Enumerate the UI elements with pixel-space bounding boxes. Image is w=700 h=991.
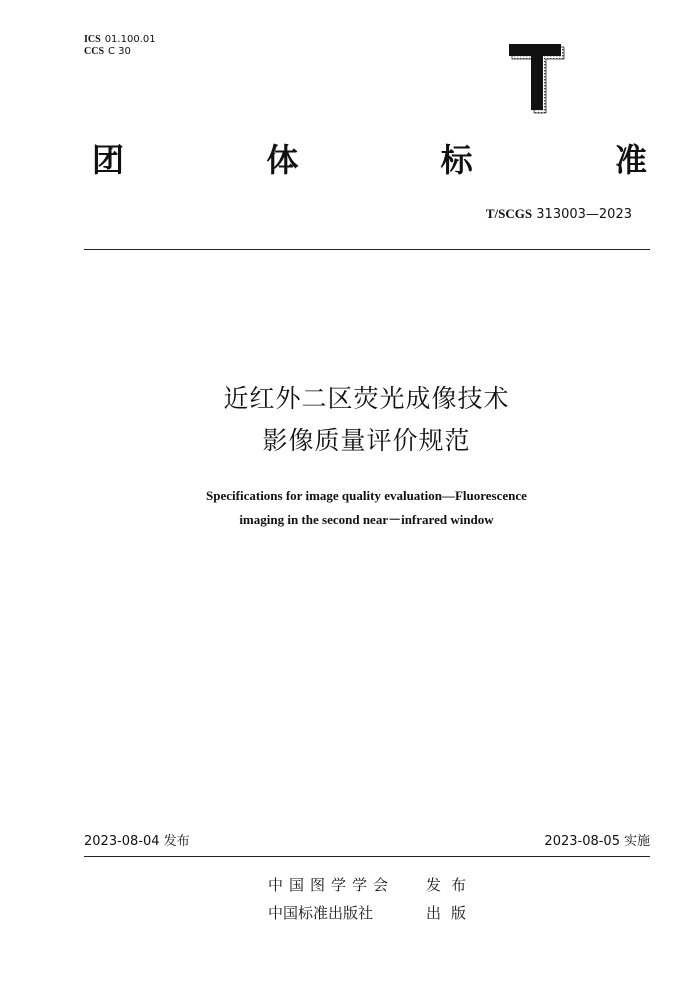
english-title-line-1: Specifications for image quality evaluation—Fluorescence: [206, 488, 527, 503]
doc-type-char-4: 准: [614, 141, 647, 179]
ccs-value: C 30: [108, 46, 131, 57]
bottom-divider: [84, 856, 650, 857]
english-title-line-2: imaging in the second near－infrared window: [239, 512, 494, 527]
publish-date: [84, 833, 190, 851]
implement-date: [544, 833, 650, 851]
chinese-title-line-1: 近红外二区荧光成像技术: [223, 384, 510, 413]
publisher-row: [268, 876, 476, 894]
publisher-action: 出版: [426, 904, 477, 922]
ics-label: ICS: [84, 34, 101, 45]
implement-date-value: 2023-08-05: [544, 834, 620, 849]
ics-code: [84, 34, 156, 46]
document-type-heading: [92, 140, 647, 180]
ccs-label: CCS: [84, 46, 105, 57]
chinese-title-line-2: 影像质量评价规范: [262, 426, 471, 455]
publisher-name: 中国标准出版社: [268, 904, 374, 922]
standard-number-prefix: T/SCGS: [485, 206, 533, 221]
doc-type-char-2: 体: [266, 141, 299, 179]
logo-letter: T: [508, 43, 509, 44]
publisher-action: 发布: [426, 876, 477, 894]
publish-date-label: 发布: [163, 834, 190, 849]
doc-type-char-1: 团: [92, 141, 125, 179]
standard-t-logo: [508, 43, 566, 115]
publisher-name: 中国图学学会: [268, 876, 395, 894]
publisher-row: [268, 904, 476, 922]
standard-number: [486, 206, 632, 222]
top-divider: [84, 249, 650, 250]
implement-date-label: 实施: [623, 834, 650, 849]
publish-date-value: 2023-08-04: [84, 834, 160, 849]
standard-number-digits: 313003—2023: [536, 207, 632, 222]
ics-value: 01.100.01: [104, 34, 156, 45]
doc-type-char-3: 标: [440, 141, 473, 179]
publishers: [268, 876, 476, 932]
classification-codes: [84, 34, 156, 58]
ccs-code: [84, 46, 156, 58]
